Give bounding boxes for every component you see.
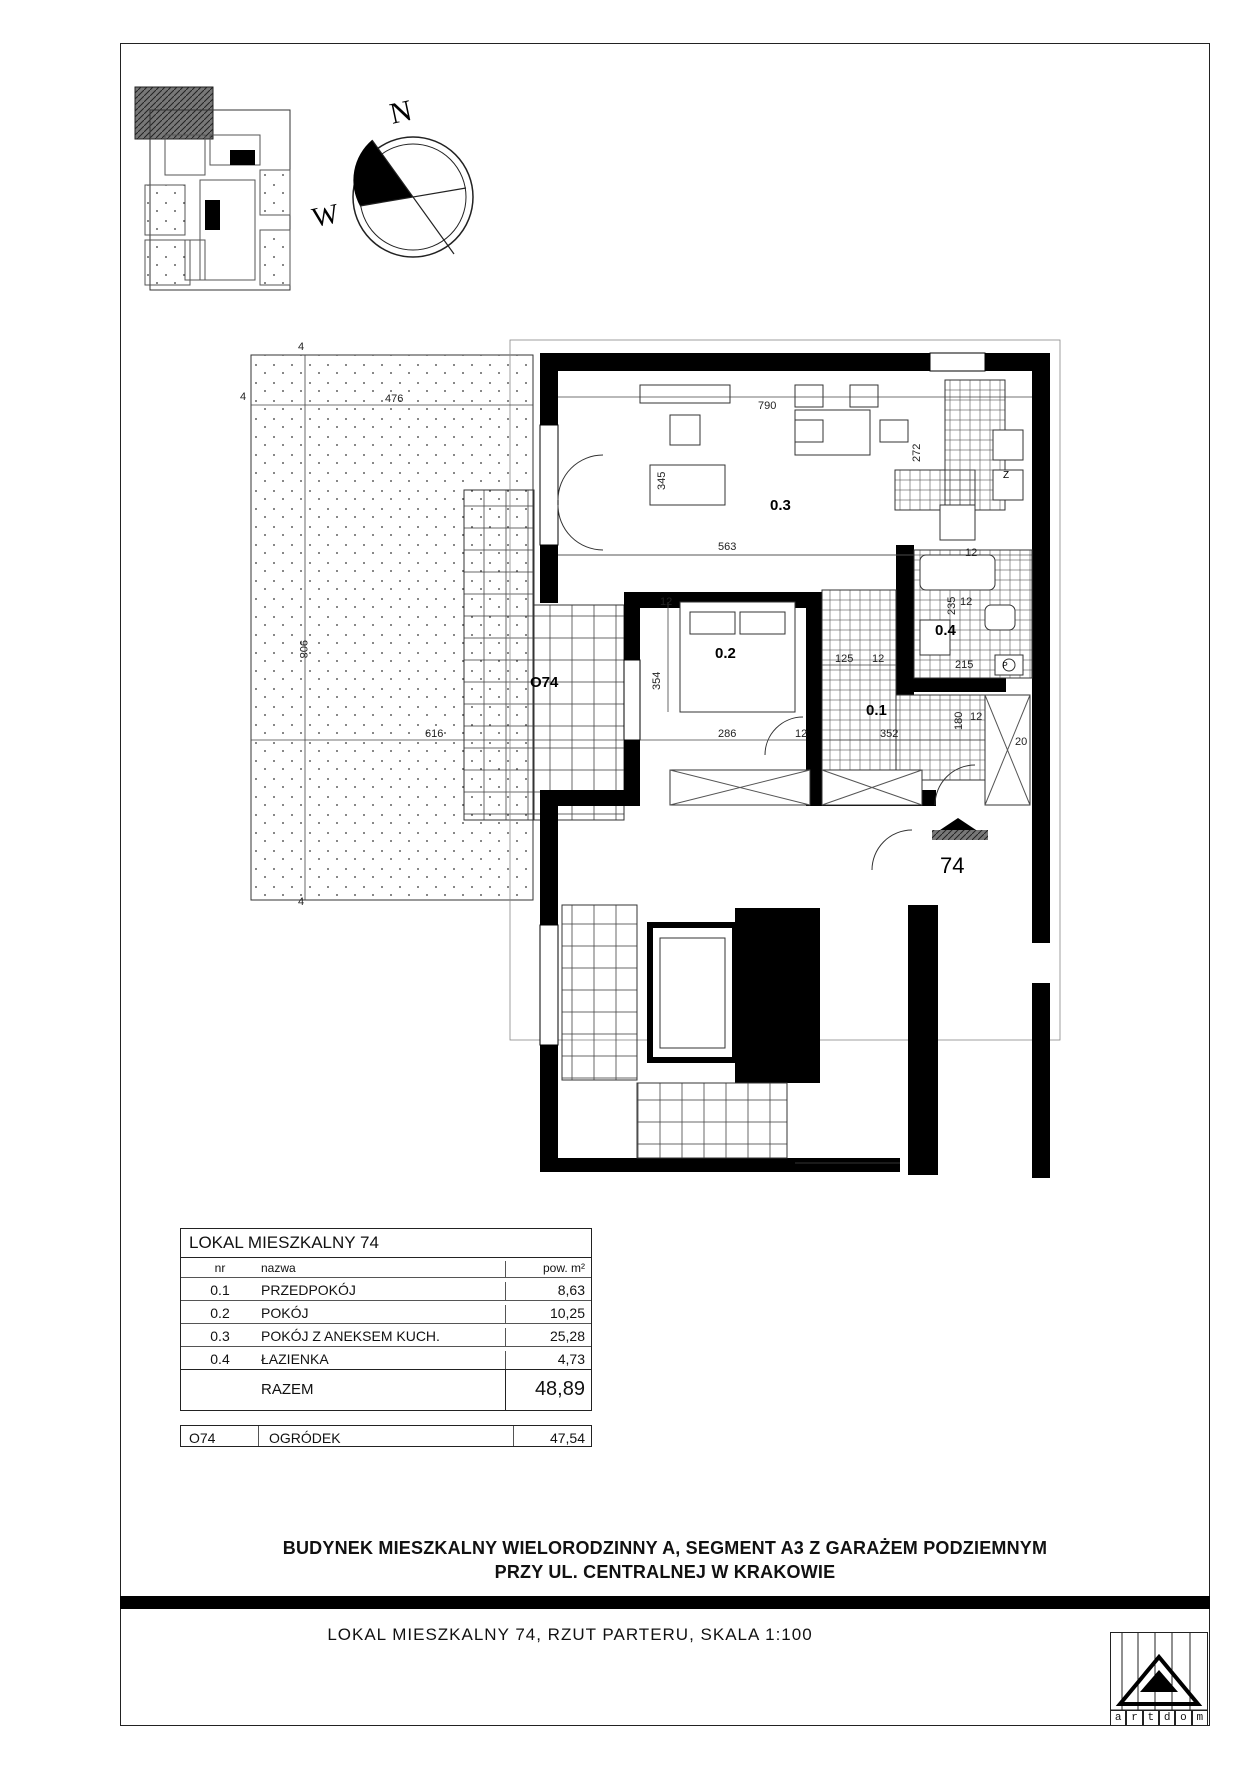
table-row (181, 1278, 591, 1301)
dim-352: 352 (880, 728, 899, 740)
building-title-line-1: BUDYNEK MIESZKALNY WIELORODZINNY A, SEGMENT A3 Z GARAŻEM PODZIEMNYM (282, 1538, 1048, 1558)
row-area: 4,73 (505, 1351, 591, 1369)
table-title: LOKAL MIESZKALNY 74 (181, 1229, 591, 1258)
dim-4-b: 4 (298, 341, 305, 353)
area-table (180, 1228, 592, 1411)
building-title-line-2: PRZY UL. CENTRALNEJ W KRAKOWIE (494, 1562, 836, 1582)
garden-label: O74 (530, 674, 559, 691)
room-label-0-4: 0.4 (935, 622, 956, 639)
dim-125: 125 (835, 653, 854, 665)
dim-12-e: 12 (970, 711, 983, 723)
table-total-row (181, 1369, 591, 1410)
row-nr: 0.4 (210, 1351, 230, 1367)
key-plan-thumbnail (135, 87, 290, 290)
logo-letter: a (1110, 1710, 1126, 1726)
dim-4-c: 4 (298, 896, 305, 908)
sheet-caption: LOKAL MIESZKALNY 74, RZUT PARTERU, SKALA 1:100 (327, 1625, 813, 1644)
logo-letter: o (1175, 1710, 1191, 1726)
dim-12-a: 12 (660, 596, 673, 608)
logo-letter: t (1143, 1710, 1159, 1726)
compass-rose (353, 137, 473, 257)
logo-letter: m (1192, 1710, 1208, 1726)
dim-12-c: 12 (795, 728, 808, 740)
dim-20: 20 (1015, 736, 1028, 748)
total-spacer (181, 1389, 259, 1391)
title-divider (120, 1596, 1210, 1609)
dim-563: 563 (718, 541, 737, 553)
row-nr: 0.3 (210, 1328, 230, 1344)
north-label: N (386, 93, 415, 131)
row-name: POKÓJ (261, 1305, 309, 1321)
dim-235: 235 (946, 596, 958, 615)
total-label: RAZEM (261, 1380, 314, 1398)
dim-272: 272 (911, 443, 923, 462)
garden-nr: O74 (181, 1426, 259, 1446)
logo-letter: r (1126, 1710, 1142, 1726)
row-name: ŁAZIENKA (261, 1351, 329, 1367)
table-row (181, 1324, 591, 1347)
garden-table (180, 1425, 592, 1447)
dim-4-a: 4 (240, 391, 247, 403)
dim-12-d: 12 (965, 547, 978, 559)
garden-area: 47,54 (513, 1426, 591, 1446)
room-0-3[interactable] (558, 380, 1032, 555)
dim-215: 215 (955, 659, 974, 671)
dim-354: 354 (651, 671, 663, 690)
boiler-label: P (1002, 661, 1008, 670)
west-label: W (309, 198, 342, 235)
dim-12-b: 12 (872, 653, 885, 665)
logo-wordmark (1110, 1710, 1208, 1726)
total-value: 48,89 (505, 1369, 591, 1411)
row-nr: 0.1 (210, 1282, 230, 1298)
garden-name: OGRÓDEK (269, 1430, 341, 1446)
logo-letter: d (1159, 1710, 1175, 1726)
unit-number-label: 74 (940, 853, 965, 878)
dim-790: 790 (758, 400, 777, 412)
dim-286: 286 (718, 728, 737, 740)
room-label-0-1: 0.1 (866, 702, 887, 719)
room-0-2[interactable] (670, 602, 810, 805)
row-name: POKÓJ Z ANEKSEM KUCH. (261, 1328, 440, 1344)
header-nr: nr (214, 1261, 226, 1275)
dim-616: 616 (425, 728, 444, 740)
dim-12-f: 12 (960, 596, 973, 608)
header-name: nazwa (261, 1261, 296, 1275)
dim-908: 908 (297, 640, 309, 659)
table-header-row (181, 1258, 591, 1278)
row-area: 8,63 (505, 1282, 591, 1300)
row-name: PRZEDPOKÓJ (261, 1282, 356, 1298)
fridge-label: Z (1003, 470, 1010, 481)
room-label-0-3: 0.3 (770, 497, 791, 514)
dim-345: 345 (656, 471, 668, 490)
row-area: 10,25 (505, 1305, 591, 1323)
table-row (181, 1347, 591, 1369)
row-nr: 0.2 (210, 1305, 230, 1321)
room-label-0-2: 0.2 (715, 645, 736, 662)
header-area: pow. m² (505, 1261, 591, 1277)
table-row (181, 1301, 591, 1324)
row-area: 25,28 (505, 1328, 591, 1346)
dim-476: 476 (385, 393, 404, 405)
dim-180: 180 (953, 711, 965, 730)
